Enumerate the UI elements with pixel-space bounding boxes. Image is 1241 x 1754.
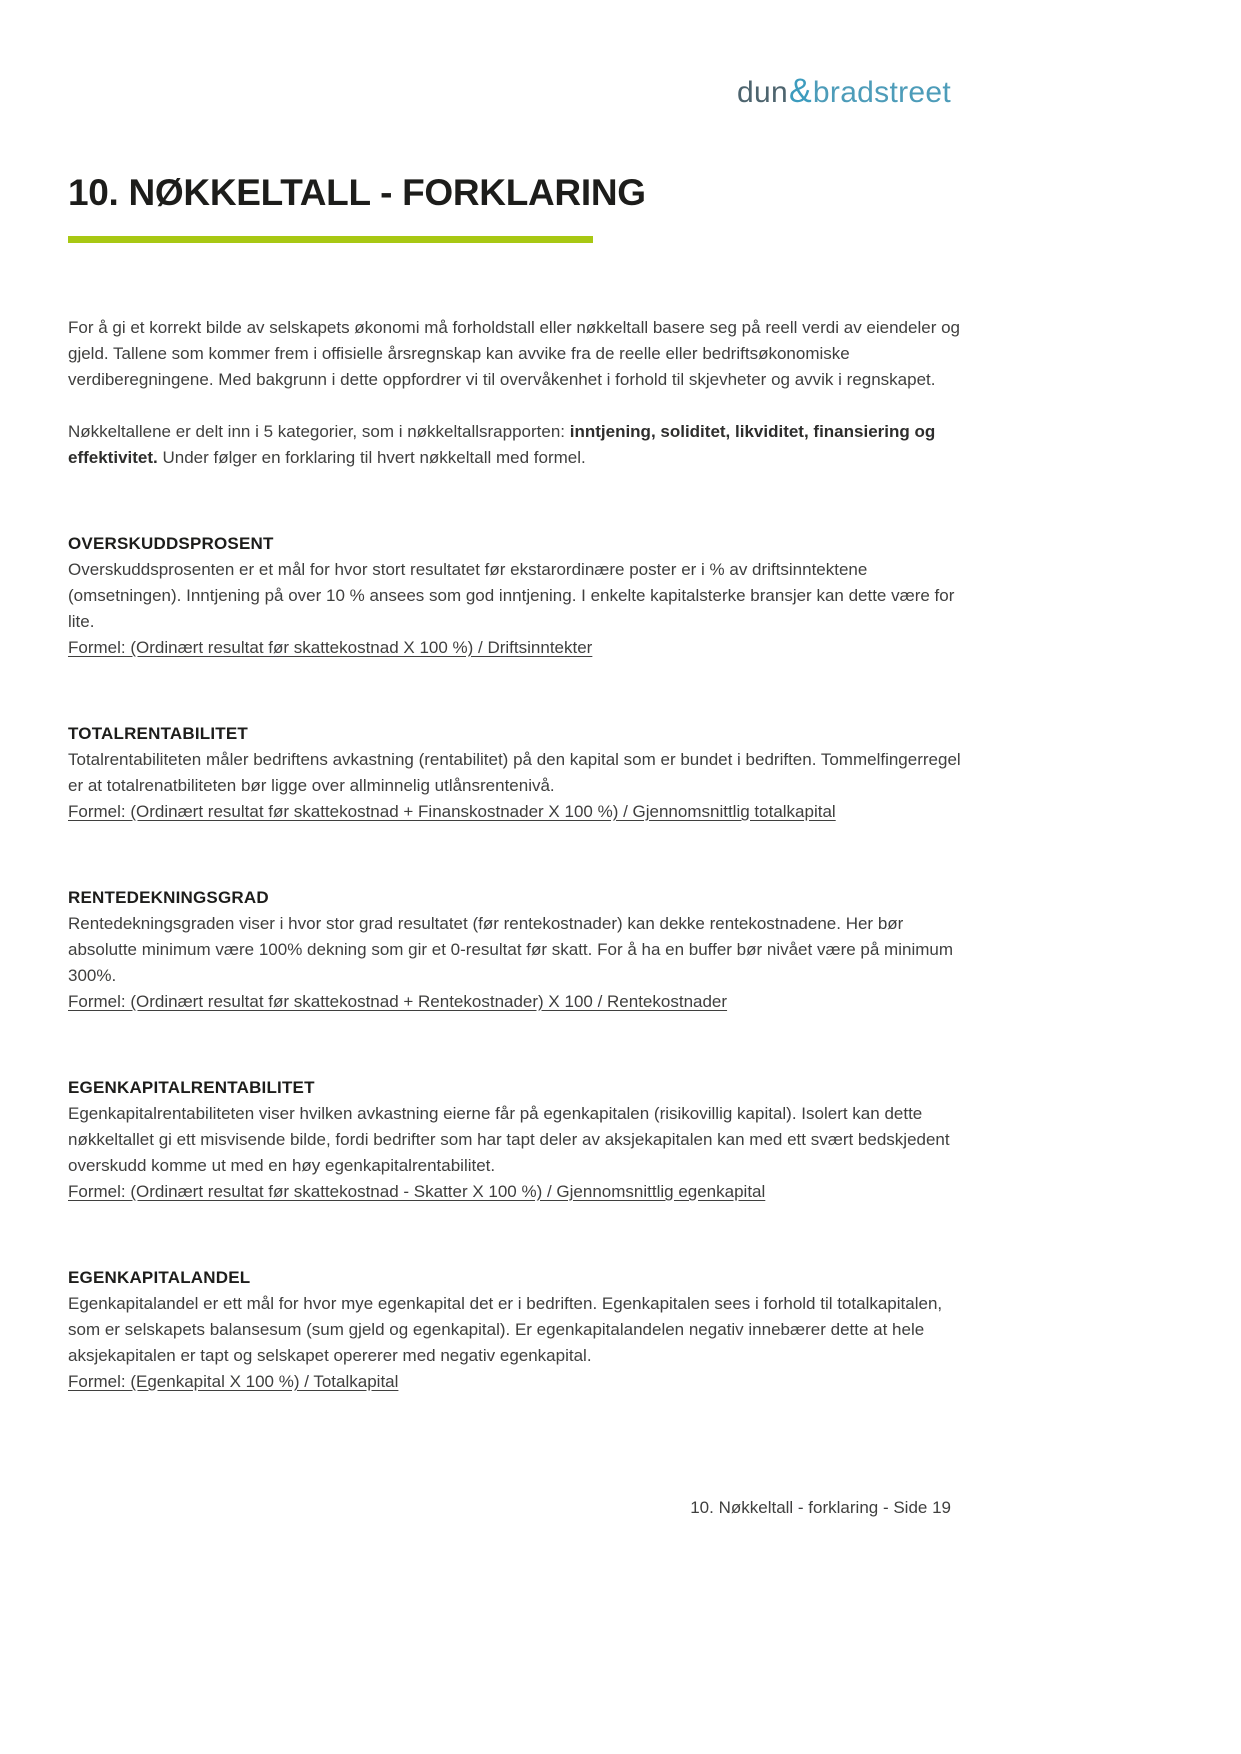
categories-paragraph <box>68 419 968 471</box>
section-egenkapitalandel <box>68 1265 968 1395</box>
page-footer: 10. Nøkkeltall - forklaring - Side 19 <box>690 1498 951 1517</box>
logo-text-bradstreet: bradstreet <box>812 76 951 109</box>
section-body: Egenkapitalrentabiliteten viser hvilken avkastning eierne får på egenkapitalen (risikovillig kapital). Isolert kan dette nøkkeltallet gi ett misvisende bilde, fordi bedrifter som har tapt deler av aksjekapitalen kan med ett svært bedskjedent overskudd komme ut med en høy egenkapitalrentabilitet. <box>68 1104 950 1175</box>
section-body: Overskuddsprosenten er et mål for hvor stort resultatet før ekstarordinære poster er i % av driftsinntektene (omsetningen). Inntjening på over 10 % ansees som god inntjening. I enkelte kapitalsterke bransjer kan dette være for lite. <box>68 560 955 631</box>
content-column <box>68 0 968 1395</box>
section-body: Egenkapitalandel er ett mål for hvor mye egenkapital det er i bedriften. Egenkapitalen sees i forhold til totalkapitalen, som er selskapets balansesum (sum gjeld og egenkapital). Er egenkapitalandelen negativ innebærer dette at hele aksjekapitalen er tapt og selskapet opererer med negativ egenkapital. <box>68 1294 943 1365</box>
section-formula: Formel: (Ordinært resultat før skattekostnad X 100 %) / Driftsinntekter <box>68 638 593 657</box>
section-rentedekningsgrad <box>68 885 968 1015</box>
section-formula: Formel: (Egenkapital X 100 %) / Totalkapital <box>68 1372 399 1391</box>
section-formula: Formel: (Ordinært resultat før skattekostnad + Rentekostnader) X 100 / Rentekostnader <box>68 992 728 1011</box>
intro-paragraph: For å gi et korrekt bilde av selskapets økonomi må forholdstall eller nøkkeltall basere seg på reell verdi av eiendeler og gjeld. Tallene som kommer frem i offisielle årsregnskap kan avvike fra de reelle eller bedriftsøkonomiske verdiberegningene. Med bakgrunn i dette oppfordrer vi til overvåkenhet i forhold til skjevheter og avvik i regnskapet. <box>68 318 960 389</box>
section-overskuddsprosent <box>68 531 968 661</box>
section-egenkapitalrentabilitet <box>68 1075 968 1205</box>
section-body: Rentedekningsgraden viser i hvor stor grad resultatet (før rentekostnader) kan dekke rentekostnadene. Her bør absolutte minimum være 100% dekning som gir et 0-resultat før skatt. For å ha en buffer bør nivået være på minimum 300%. <box>68 914 953 985</box>
section-heading: EGENKAPITALRENTABILITET <box>68 1078 315 1097</box>
section-heading: OVERSKUDDSPROSENT <box>68 534 274 553</box>
categories-text-end: Under følger en forklaring til hvert nøkkeltall med formel. <box>157 448 586 467</box>
page-title: 10. NØKKELTALL - FORKLARING <box>68 172 646 213</box>
section-heading: TOTALRENTABILITET <box>68 724 248 743</box>
section-formula: Formel: (Ordinært resultat før skattekostnad - Skatter X 100 %) / Gjennomsnittlig egenkapital <box>68 1182 766 1201</box>
logo-ampersand-icon: & <box>788 72 812 110</box>
categories-list-bold: inntjening, soliditet, likviditet, finansiering og effektivitet. <box>68 422 936 467</box>
categories-text-start: Nøkkeltallene er delt inn i 5 kategorier, som i nøkkeltallsrapporten: <box>68 422 570 441</box>
title-accent-rule <box>68 236 593 243</box>
section-heading: RENTEDEKNINGSGRAD <box>68 888 269 907</box>
section-body: Totalrentabiliteten måler bedriftens avkastning (rentabilitet) på den kapital som er bundet i bedriften. Tommelfingerregel er at totalrenatbiliteten bør ligge over allminnelig utlånsrentenivå. <box>68 750 961 795</box>
section-heading: EGENKAPITALANDEL <box>68 1268 251 1287</box>
section-formula: Formel: (Ordinært resultat før skattekostnad + Finanskostnader X 100 %) / Gjennomsnittlig totalkapital <box>68 802 836 821</box>
logo-text-dun: dun <box>736 76 788 109</box>
section-totalrentabilitet <box>68 721 968 825</box>
